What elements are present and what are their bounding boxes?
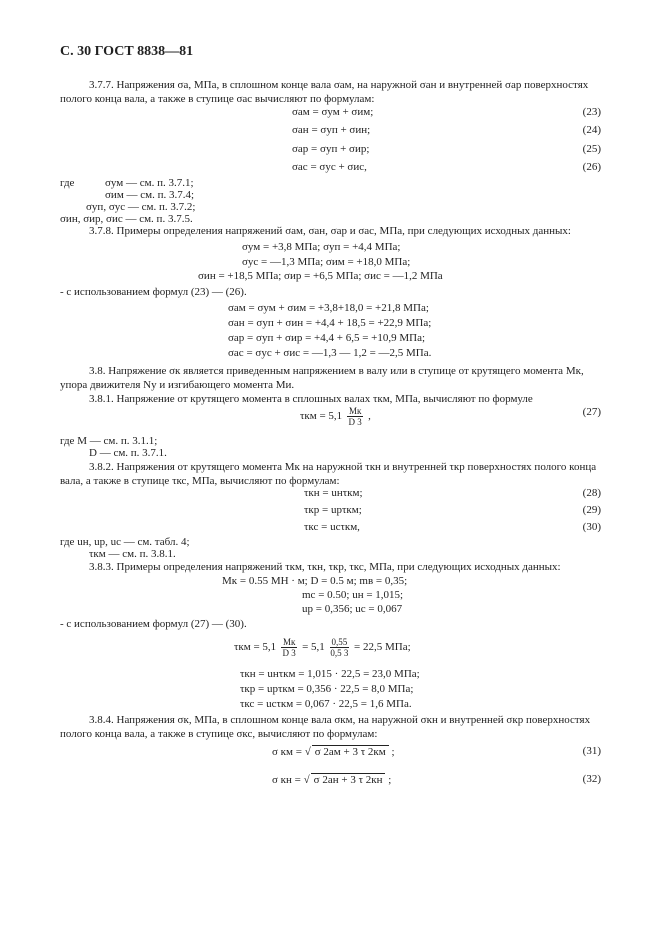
result-5: τкн = uнτкм = 1,015 · 22,5 = 23,0 МПа; xyxy=(240,668,420,680)
input-data-3: σин = +18,5 МПа; σир = +6,5 МПа; σис = —1,2 МПа xyxy=(198,270,443,282)
root-icon: √ xyxy=(304,746,311,758)
where-1-line3: σуп, σус — см. п. 3.7.2; xyxy=(86,201,196,213)
formula-27-numerator: Mк xyxy=(348,406,362,416)
para-3-8-2-line2: вала, а также в ступице τкс, МПа, вычисляют по формулам: xyxy=(60,475,340,487)
para-3-8-4-line1: 3.8.4. Напряжения σк, МПа, в сплошном конце вала σкм, на наружной σкн и внутренней σкр поверхностях xyxy=(89,714,591,726)
formula-27-number: (27) xyxy=(582,406,601,418)
formula-24: σан = σуп + σин; xyxy=(292,124,371,136)
formula-32-tail: ; xyxy=(388,774,392,786)
formula-27 xyxy=(300,406,371,427)
result-3: σар = σуп + σир = +4,4 + 6,5 = +10,9 МПа; xyxy=(228,332,426,344)
formula-27-denominator: D 3 xyxy=(348,417,362,427)
example-fraction-2-numerator: 0,55 xyxy=(331,637,348,647)
para-3-7-7-line2: полого конца вала, а также в ступице σас вычисляют по формулам: xyxy=(60,93,375,105)
formula-28: τкн = uнτкм; xyxy=(304,487,363,499)
result-7: τкс = uсτкм = 0,067 · 22,5 = 1,6 МПа. xyxy=(240,698,412,710)
para-3-8-1-line1: 3.8.1. Напряжение от крутящего момента в сплошных валах τкм, МПа, вычисляют по формуле xyxy=(89,393,533,405)
example-lhs: τкм = 5,1 xyxy=(234,641,277,654)
result-2: σан = σуп + σин = +4,4 + 18,5 = +22,9 МПа; xyxy=(228,317,432,329)
formula-usage-note-2: - с использованием формул (27) — (30). xyxy=(60,618,247,630)
formula-usage-note-1: - с использованием формул (23) — (26). xyxy=(60,286,247,298)
formula-23-number: (23) xyxy=(582,106,601,118)
para-3-8-line2: упора движителя Nу и изгибающего момента Mи. xyxy=(60,379,295,391)
formula-32-radicand: σ 2ан + 3 τ 2кн xyxy=(311,773,386,787)
example-fraction-1-denominator: D 3 xyxy=(282,648,296,658)
formula-26: σас = σус + σис, xyxy=(292,161,367,173)
example-tail: = 22,5 МПа; xyxy=(354,641,411,654)
page-header: С. 30 ГОСТ 8838—81 xyxy=(60,44,194,59)
formula-26-number: (26) xyxy=(582,161,601,173)
where-3-line2: τкм — см. п. 3.8.1. xyxy=(89,548,176,560)
result-6: τкр = uрτкм = 0,356 · 22,5 = 8,0 МПа; xyxy=(240,683,414,695)
where-3-line1: где uн, uр, uс — см. табл. 4; xyxy=(60,536,190,548)
formula-32 xyxy=(272,773,391,787)
formula-31-lhs: σ км = xyxy=(272,746,302,758)
formula-31-number: (31) xyxy=(582,745,601,757)
para-3-8-line1: 3.8. Напряжение σк является приведенным напряжением в валу или в ступице от крутящего момента Mк, xyxy=(89,365,584,377)
example-formula-27 xyxy=(234,637,411,658)
input-data-5: mс = 0.50; uн = 1,015; xyxy=(302,589,404,601)
para-3-7-7-line1: 3.7.7. Напряжения σа, МПа, в сплошном конце вала σам, на наружной σан и внутренней σар поверхностях xyxy=(89,79,589,91)
where-1-line1: σум — см. п. 3.7.1; xyxy=(105,177,194,189)
para-3-8-2-line1: 3.8.2. Напряжения от крутящего момента Mк на наружной τкн и внутренней τкр поверхностях полого конца xyxy=(89,461,597,473)
formula-30-number: (30) xyxy=(582,521,601,533)
input-data-6: uр = 0,356; uс = 0,067 xyxy=(302,603,403,615)
where-1-line4: σин, σир, σис — см. п. 3.7.5. xyxy=(60,213,193,225)
formula-27-fraction xyxy=(347,406,363,427)
example-fraction-2 xyxy=(330,637,350,658)
formula-31-tail: ; xyxy=(391,746,395,758)
input-data-2: σус = —1,3 МПа; σим = +18,0 МПа; xyxy=(242,256,411,268)
formula-32-lhs: σ кн = xyxy=(272,774,301,786)
where-1-line2: σим — см. п. 3.7.4; xyxy=(105,189,195,201)
where-label-1: где xyxy=(60,177,75,189)
formula-29-number: (29) xyxy=(582,504,601,516)
formula-23: σам = σум + σим; xyxy=(292,106,374,118)
input-data-1: σум = +3,8 МПа; σуп = +4,4 МПа; xyxy=(242,241,401,253)
where-2-line2: D — см. п. 3.7.1. xyxy=(89,447,167,459)
formula-25-number: (25) xyxy=(582,143,601,155)
root-icon: √ xyxy=(303,774,310,786)
formula-32-number: (32) xyxy=(582,773,601,785)
formula-30: τкс = uсτкм, xyxy=(304,521,360,533)
result-1: σам = σум + σим = +3,8+18,0 = +21,8 МПа; xyxy=(228,302,429,314)
example-mid: = 5,1 xyxy=(302,641,325,654)
formula-31-radicand: σ 2ам + 3 τ 2км xyxy=(312,745,389,759)
where-2-line1: где M — см. п. 3.1.1; xyxy=(60,435,158,447)
example-fraction-2-denominator: 0,5 3 xyxy=(330,648,349,658)
formula-27-tail: , xyxy=(368,410,371,423)
result-4: σас = σус + σис = —1,3 — 1,2 = —2,5 МПа. xyxy=(228,347,432,359)
example-fraction-1 xyxy=(281,637,297,658)
formula-31 xyxy=(272,745,395,759)
para-3-7-8-line1: 3.7.8. Примеры определения напряжений σам, σан, σар и σас, МПа, при следующих исходных данных: xyxy=(89,225,571,237)
para-3-8-3-line1: 3.8.3. Примеры определения напряжений τкм, τкн, τкр, τкс, МПа, при следующих исходных данных: xyxy=(89,561,561,573)
formula-27-lhs: τкм = 5,1 xyxy=(300,410,343,423)
formula-29: τкр = uрτкм; xyxy=(304,504,362,516)
input-data-4: Mк = 0.55 МН · м; D = 0.5 м; mв = 0,35; xyxy=(222,575,408,587)
example-fraction-1-numerator: Mк xyxy=(282,637,296,647)
formula-24-number: (24) xyxy=(582,124,601,136)
formula-28-number: (28) xyxy=(582,487,601,499)
para-3-8-4-line2: полого конца вала, а также в ступице σкс, вычисляют по формулам: xyxy=(60,728,378,740)
formula-25: σар = σуп + σир; xyxy=(292,143,370,155)
